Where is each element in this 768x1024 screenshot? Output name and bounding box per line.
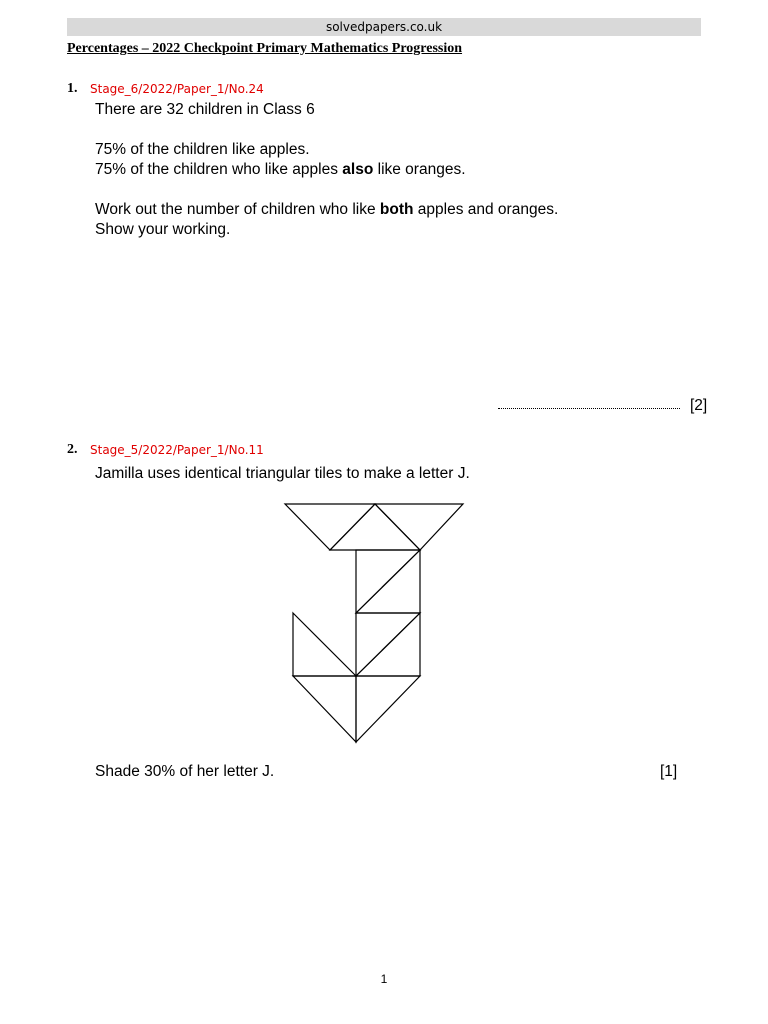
question-1-line-4-part-b: apples and oranges. — [413, 201, 559, 218]
question-1-line-5: Show your working. — [95, 221, 231, 238]
question-1-line-2: 75% of the children like apples. — [95, 141, 310, 158]
question-2-number: 2. — [67, 442, 78, 457]
tile-hook-left — [293, 613, 356, 676]
question-1-line-3-part-a: 75% of the children who like apples — [95, 161, 343, 178]
question-1-line-3-part-b: like oranges. — [373, 161, 466, 178]
question-1-emphasis-both: both — [379, 201, 414, 218]
document-title: Percentages – 2022 Checkpoint Primary Mathematics Progression — [67, 41, 463, 56]
site-header-bar — [67, 18, 701, 36]
tile-top-2 — [330, 504, 420, 550]
question-2-marks: [1] — [660, 763, 678, 780]
tile-stem-4 — [356, 613, 420, 676]
question-1-emphasis-also: also — [342, 161, 374, 178]
tile-top-1 — [285, 504, 375, 550]
question-2-reference: Stage_5/2022/Paper_1/No.11 — [90, 443, 264, 457]
question-1-marks: [2] — [690, 397, 708, 414]
question-1-line-4-part-a: Work out the number of children who like — [95, 201, 380, 218]
question-1-number: 1. — [67, 81, 78, 96]
question-1-reference: Stage_6/2022/Paper_1/No.24 — [90, 82, 264, 96]
question-1-line-1: There are 32 children in Class 6 — [95, 101, 315, 118]
question-1-line-3 — [95, 161, 466, 179]
tile-bottom-left — [293, 676, 356, 742]
question-2-intro: Jamilla uses identical triangular tiles to make a letter J. — [95, 465, 470, 482]
question-2-instruction: Shade 30% of her letter J. — [95, 763, 275, 780]
site-name: solvedpapers.co.uk — [325, 20, 443, 34]
tile-bottom-right — [356, 676, 420, 742]
letter-j-tile-diagram — [280, 498, 470, 746]
page-number: 1 — [380, 972, 388, 986]
tile-top-3 — [375, 504, 463, 550]
tile-stem-2 — [356, 550, 420, 613]
question-1-answer-line — [498, 408, 680, 409]
question-1-line-4 — [95, 201, 558, 219]
